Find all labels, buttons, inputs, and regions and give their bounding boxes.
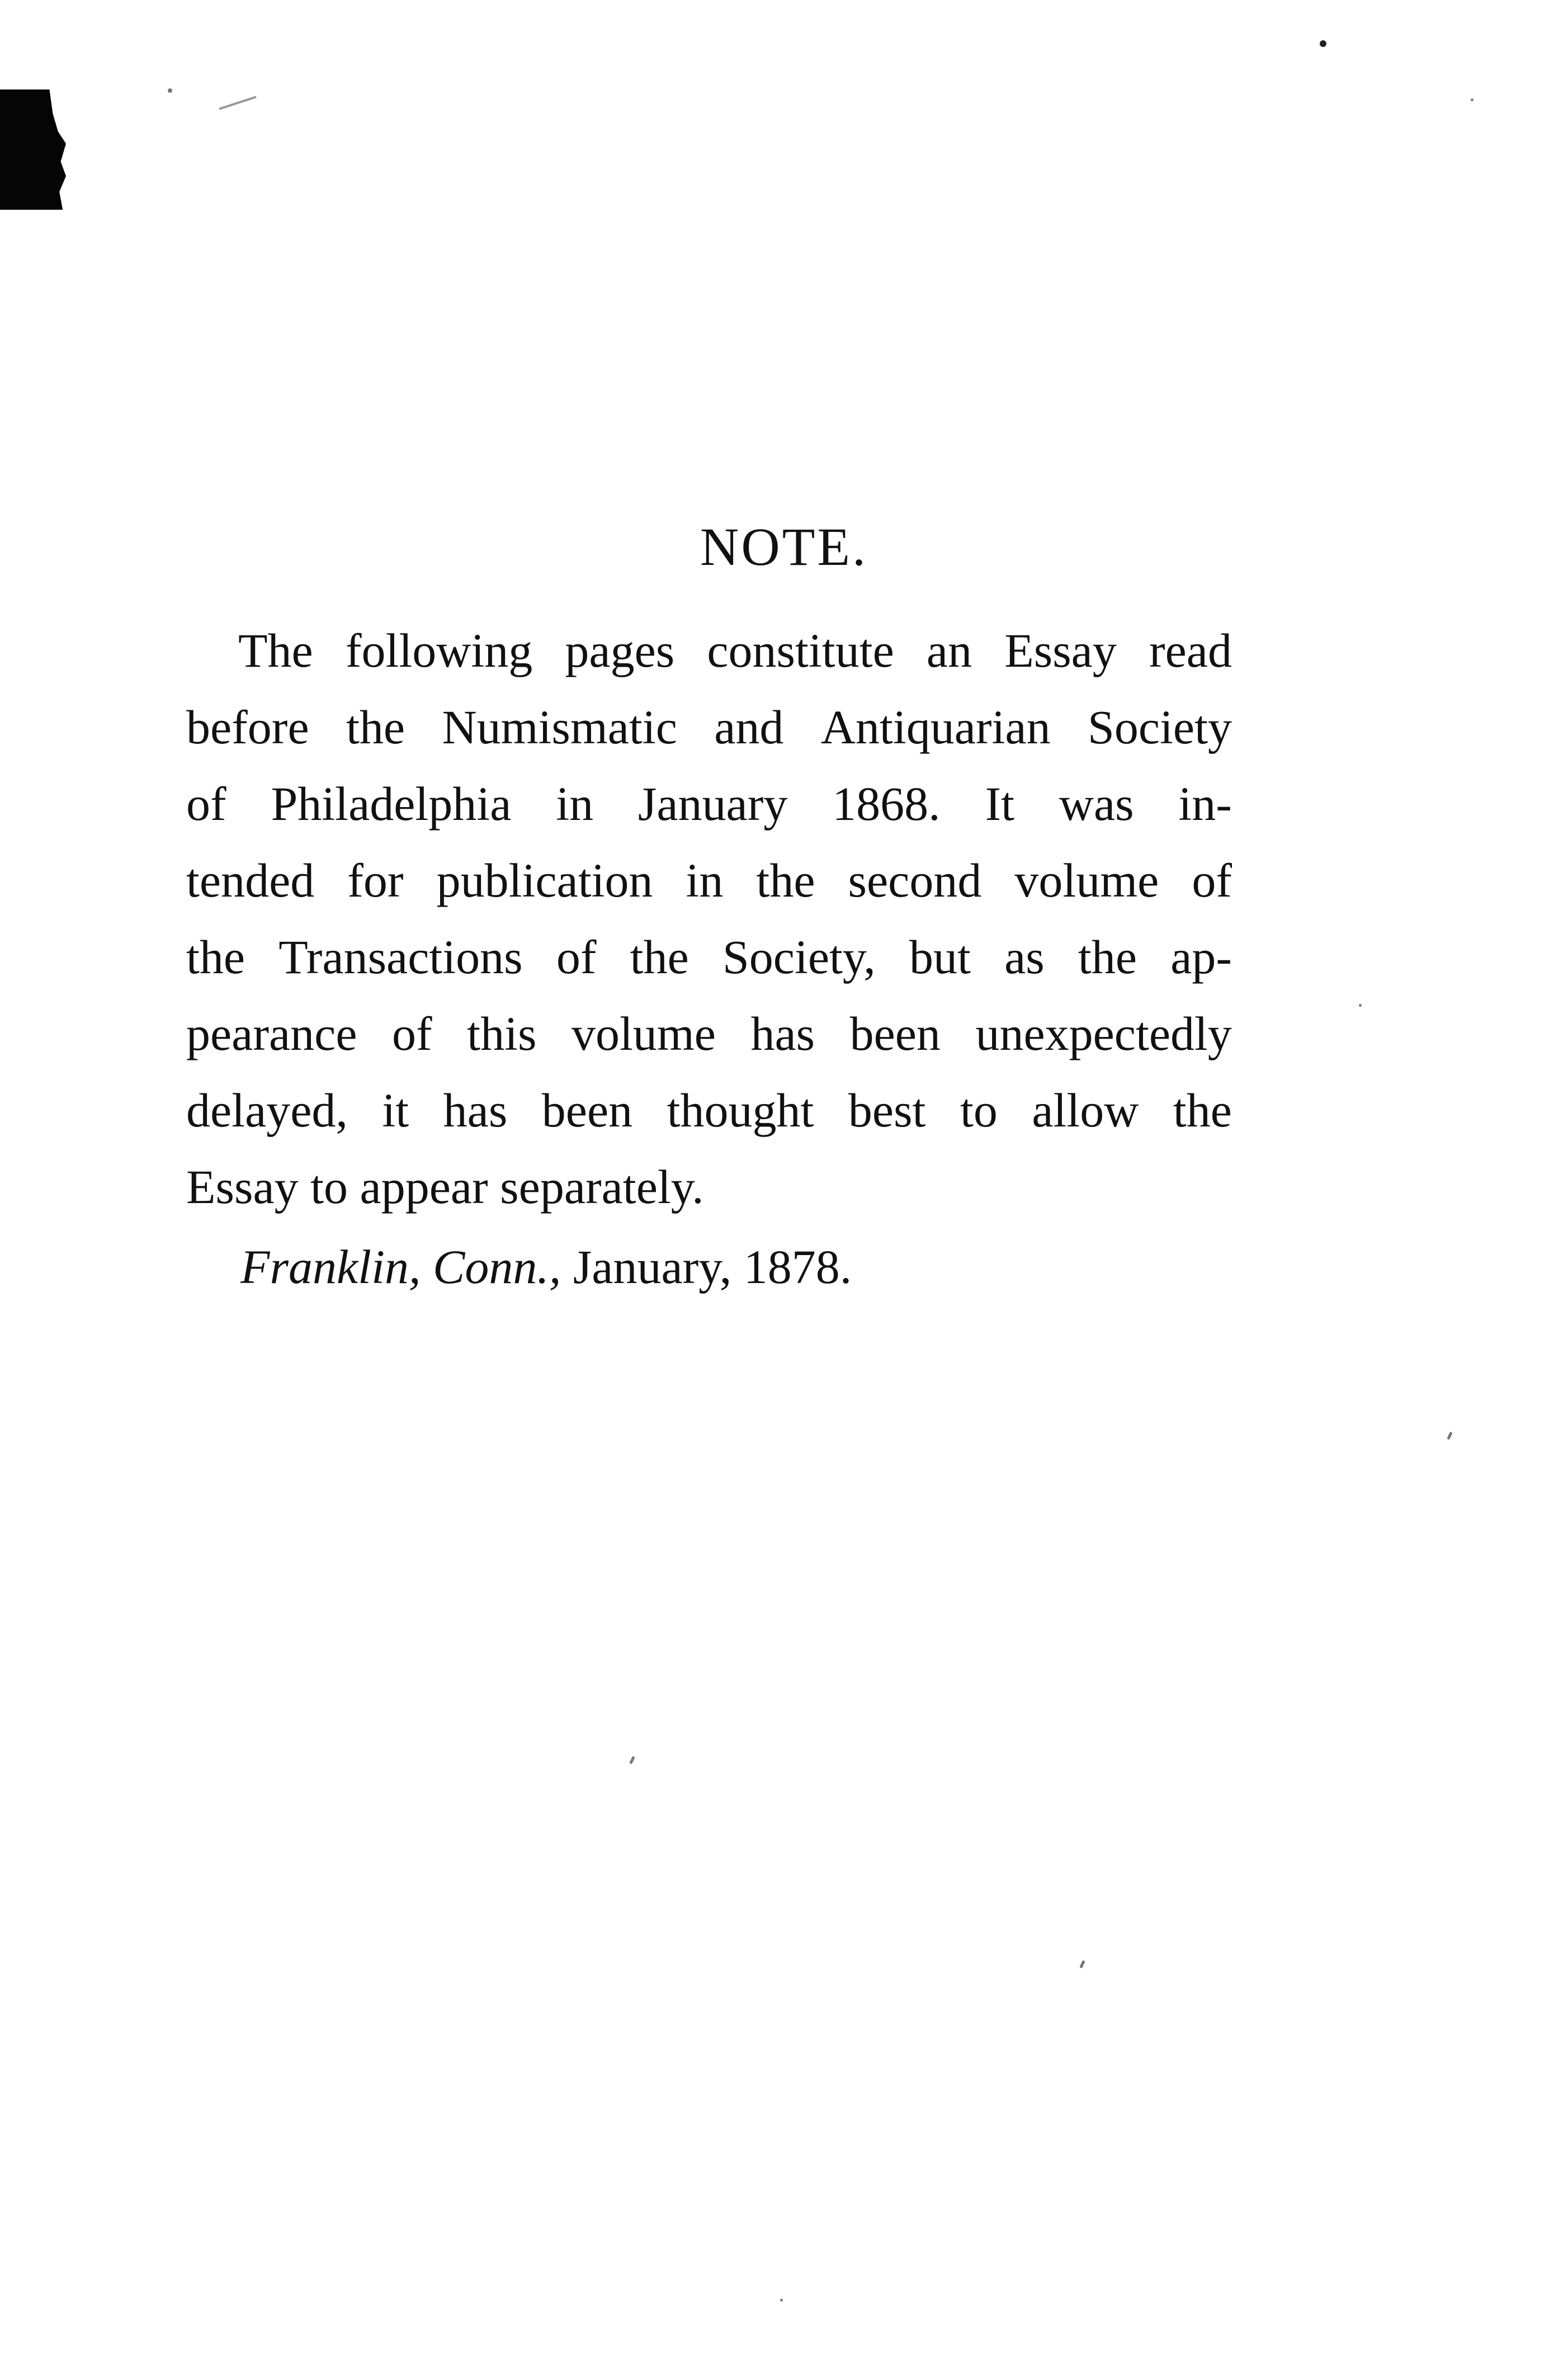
paragraph-line <box>186 842 1232 919</box>
word: Philadelphia <box>271 777 512 831</box>
scan-speck <box>168 88 172 93</box>
word: of <box>556 930 597 984</box>
word: the <box>186 930 245 984</box>
scan-speck <box>1359 1004 1362 1007</box>
word: of <box>186 777 226 831</box>
word: of <box>392 1007 432 1060</box>
scan-speck <box>219 96 257 110</box>
word: been <box>541 1083 633 1137</box>
word: in <box>556 777 594 831</box>
word: constitute <box>707 624 894 677</box>
paragraph-line <box>186 1149 1232 1225</box>
word: in- <box>1178 777 1232 831</box>
scan-speck <box>1320 40 1326 47</box>
signature-place: Franklin, Conn., <box>240 1240 561 1294</box>
word: of <box>1192 854 1232 907</box>
word: was <box>1059 777 1134 831</box>
word: been <box>849 1007 941 1060</box>
scan-speck <box>1447 1432 1452 1440</box>
word: tended <box>186 854 315 907</box>
word: delayed, <box>186 1083 348 1137</box>
word: in <box>686 854 724 907</box>
word: to <box>960 1083 998 1137</box>
word: Society, <box>722 930 876 984</box>
word: the <box>630 930 689 984</box>
note-signature <box>240 1240 852 1294</box>
scan-speck <box>780 2299 783 2302</box>
word: the <box>346 700 405 754</box>
word: but <box>909 930 971 984</box>
word: for <box>347 854 404 907</box>
word: thought <box>667 1083 814 1137</box>
word: second <box>848 854 982 907</box>
word: volume <box>1014 854 1159 907</box>
word: this <box>467 1007 537 1060</box>
note-heading: NOTE. <box>700 517 868 577</box>
word: unexpectedly <box>975 1007 1232 1060</box>
scan-speck <box>629 1756 635 1765</box>
scan-edge-mark <box>0 89 66 210</box>
paragraph-line <box>186 919 1232 996</box>
word: Numismatic <box>442 700 677 754</box>
word: volume <box>571 1007 716 1060</box>
word: has <box>443 1083 508 1137</box>
word: 1868. <box>832 777 941 831</box>
word: has <box>750 1007 815 1060</box>
paragraph-line <box>186 612 1232 689</box>
scan-speck <box>1079 1960 1085 1969</box>
paragraph-line <box>186 689 1232 766</box>
word: following <box>345 624 533 677</box>
word: Transactions <box>278 930 523 984</box>
word: publication <box>436 854 653 907</box>
word: pearance <box>186 1007 357 1060</box>
word: it <box>382 1083 409 1137</box>
word: the <box>756 854 815 907</box>
word: the <box>1173 1083 1232 1137</box>
scan-speck <box>1471 98 1473 101</box>
word: The <box>238 624 313 677</box>
word: before <box>186 700 309 754</box>
word: It <box>985 777 1015 831</box>
word: Antiquarian <box>820 700 1051 754</box>
paragraph-line <box>186 1072 1232 1149</box>
paragraph-line <box>186 996 1232 1072</box>
word: Essay to appear separately. <box>186 1160 704 1214</box>
word: an <box>926 624 972 677</box>
word: ap- <box>1170 930 1232 984</box>
word: Society <box>1088 700 1232 754</box>
word: pages <box>565 624 675 677</box>
paragraph-line <box>186 766 1232 842</box>
word: allow <box>1032 1083 1139 1137</box>
word: Essay <box>1004 624 1117 677</box>
word: January <box>637 777 788 831</box>
word: the <box>1078 930 1137 984</box>
word: as <box>1004 930 1045 984</box>
word: best <box>848 1083 926 1137</box>
signature-date: January, 1878. <box>561 1240 852 1294</box>
word: read <box>1149 624 1232 677</box>
word: and <box>714 700 784 754</box>
note-paragraph <box>186 612 1232 1225</box>
